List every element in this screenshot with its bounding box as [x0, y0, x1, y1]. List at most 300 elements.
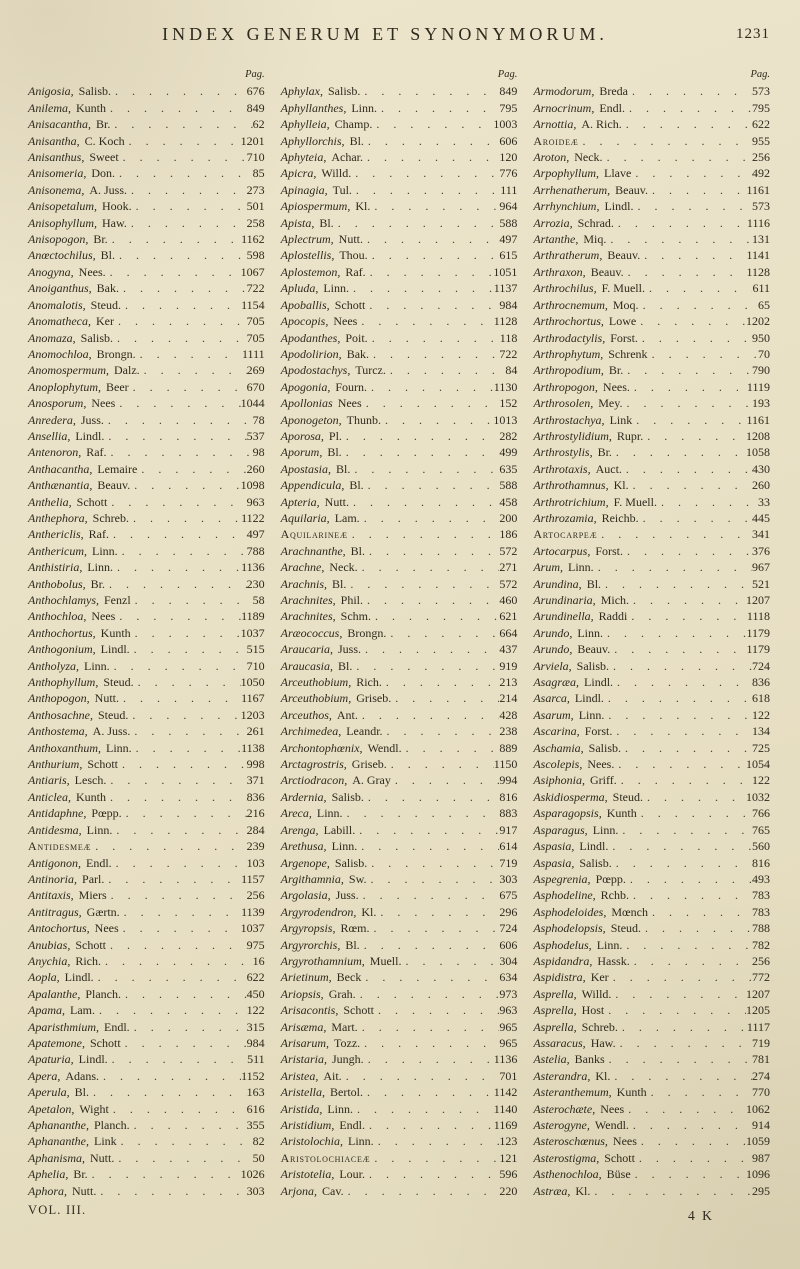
- page-ref: 963: [246, 494, 265, 509]
- page-ref: 816: [499, 789, 518, 804]
- index-entry: [281, 395, 518, 411]
- page-ref: 889: [499, 740, 518, 755]
- dot-leader: [635, 1150, 752, 1166]
- dot-leader: [597, 526, 752, 542]
- page-ref: 216: [246, 806, 265, 821]
- author-abbrev: Beck: [336, 970, 362, 985]
- author-abbrev: Kl.: [595, 1068, 611, 1083]
- author-abbrev: Pœpp.: [91, 806, 122, 821]
- author-abbrev: Salisb.: [576, 658, 610, 673]
- author-abbrev: Lemaire: [97, 461, 138, 476]
- dot-leader: [645, 280, 752, 296]
- dot-leader: [376, 904, 499, 920]
- author-abbrev: Mart.: [331, 1019, 358, 1034]
- page-ref: 120: [499, 150, 518, 165]
- genus-name: Astelia,: [533, 1052, 570, 1067]
- index-entry: [28, 641, 265, 657]
- author-abbrev: Link: [609, 412, 633, 427]
- index-entry: [533, 1051, 770, 1067]
- page-ref: 1098: [240, 478, 265, 493]
- genus-name: Anisopetalum,: [28, 199, 97, 214]
- dot-leader: [604, 1002, 746, 1018]
- index-entry: [281, 182, 518, 198]
- genus-name: Argyropsis,: [280, 921, 336, 936]
- index-entry: [28, 969, 265, 985]
- genus-name: Anœctochilus,: [28, 248, 96, 263]
- page-ref: 772: [752, 970, 771, 985]
- dot-leader: [359, 887, 500, 903]
- genus-name: Anthophyllum,: [28, 675, 99, 690]
- index-entry: [533, 395, 770, 411]
- index-entry: [533, 707, 770, 723]
- author-abbrev: Salisb.: [579, 855, 612, 870]
- page-ref: 1154: [241, 297, 265, 312]
- page-ref: 770: [752, 1085, 771, 1100]
- page-ref: 664: [499, 625, 518, 640]
- page-ref: 256: [246, 888, 265, 903]
- dot-leader: [374, 1002, 499, 1018]
- index-entry: [28, 510, 265, 526]
- author-abbrev: Linn.: [568, 560, 594, 575]
- genus-name: Anilema,: [28, 100, 71, 115]
- author-abbrev: Bl.: [586, 576, 602, 591]
- index-entry: [281, 986, 518, 1002]
- author-abbrev: Schm.: [340, 609, 372, 624]
- index-entry: [28, 182, 265, 198]
- dot-leader: [370, 1150, 499, 1166]
- index-column-1: [28, 67, 265, 1199]
- dot-leader: [121, 1035, 247, 1051]
- page-ref: 1117: [746, 1019, 771, 1034]
- genus-name: Aphananthe,: [28, 1118, 89, 1132]
- author-abbrev: Gærtn.: [86, 904, 120, 919]
- dot-leader: [368, 330, 500, 346]
- author-abbrev: Br.: [90, 576, 106, 591]
- dot-leader: [639, 510, 752, 526]
- page-ref: 1119: [746, 379, 771, 394]
- index-entry: [28, 215, 265, 231]
- index-entry: [28, 1166, 265, 1182]
- dot-leader: [94, 969, 247, 985]
- author-abbrev: Reichb.: [601, 510, 639, 525]
- index-entry: [281, 887, 518, 903]
- page-ref: 16: [252, 953, 265, 968]
- author-abbrev: Nutt.: [338, 232, 364, 247]
- dot-leader: [366, 871, 499, 887]
- genus-name: Arundo,: [533, 625, 573, 640]
- genus-name: Antitaxis,: [28, 888, 74, 903]
- index-entry: [533, 297, 770, 313]
- page-ref: 967: [752, 560, 771, 575]
- author-abbrev: Bl.: [332, 576, 347, 591]
- dot-leader: [609, 969, 752, 985]
- author-abbrev: Schott: [343, 1003, 375, 1018]
- page-ref: 273: [246, 182, 265, 197]
- dot-leader: [107, 494, 246, 510]
- author-abbrev: Mœnch: [611, 904, 649, 919]
- page-ref: 722: [246, 281, 265, 296]
- index-entry: [281, 559, 518, 575]
- page-ref: 123: [499, 1134, 518, 1149]
- page-ref: 111: [500, 182, 518, 197]
- dot-leader: [342, 428, 499, 444]
- index-entry: [28, 198, 265, 214]
- dot-leader: [365, 1117, 494, 1133]
- page-ref: 816: [752, 855, 771, 870]
- dot-leader: [136, 346, 242, 362]
- index-entry: [281, 937, 518, 953]
- page-ref: 724: [499, 921, 518, 936]
- author-abbrev: Bl.: [345, 937, 360, 952]
- index-entry: [533, 149, 770, 165]
- genus-name: Aphanisma,: [28, 1150, 85, 1165]
- page-ref: 724: [752, 658, 771, 673]
- author-abbrev: Lindl.: [574, 691, 604, 706]
- author-abbrev: Juss.: [335, 888, 359, 903]
- genus-name: Arctagrostris,: [280, 757, 347, 772]
- genus-name: Arthrostylis,: [533, 445, 593, 460]
- page-ref: 295: [752, 1183, 771, 1198]
- index-entry: [281, 1101, 518, 1117]
- page-ref: 1201: [240, 133, 265, 148]
- page-ref: 776: [499, 166, 518, 181]
- dot-leader: [387, 756, 494, 772]
- index-entry: [281, 1117, 518, 1133]
- genus-name: Aplectrum,: [280, 232, 334, 247]
- genus-name: Asphodeline,: [533, 888, 596, 903]
- dot-leader: [367, 379, 494, 395]
- genus-name: Antigonon,: [28, 855, 81, 870]
- index-entry: [533, 198, 770, 214]
- author-abbrev: Tozz.: [334, 1035, 361, 1050]
- author-abbrev: Lam.: [70, 1003, 95, 1018]
- genus-name: Anomochloa,: [28, 346, 92, 361]
- index-entry: [281, 83, 518, 99]
- page-ref: 220: [499, 1183, 518, 1198]
- dot-leader: [114, 1150, 252, 1166]
- page-ref: 238: [499, 724, 518, 739]
- author-abbrev: Salisb.: [78, 84, 112, 99]
- index-entry: [281, 165, 518, 181]
- author-abbrev: Brongn.: [96, 346, 136, 361]
- dot-leader: [363, 231, 499, 247]
- index-entry: [281, 658, 518, 674]
- author-abbrev: Linn.: [323, 281, 350, 296]
- dot-leader: [99, 1068, 241, 1084]
- author-abbrev: Schott: [76, 494, 108, 509]
- page-ref: 1062: [746, 1101, 771, 1116]
- page-ref: 618: [752, 691, 771, 706]
- index-entry: [28, 494, 265, 510]
- genus-name: Anomaza,: [28, 330, 76, 345]
- genus-name: Apetalon,: [28, 1101, 75, 1116]
- page-ref: 186: [499, 527, 518, 542]
- index-entry: [28, 690, 265, 706]
- dot-leader: [402, 740, 500, 756]
- author-abbrev: Nees: [91, 396, 116, 411]
- pag-header-row: [281, 67, 518, 83]
- genus-name: Anthænantia,: [28, 478, 93, 493]
- index-entry: [533, 1068, 770, 1084]
- author-abbrev: Nees: [333, 314, 358, 329]
- page-ref: 1044: [240, 396, 265, 411]
- author-abbrev: Nees: [337, 396, 362, 411]
- index-entry: [281, 543, 518, 559]
- index-entry: [28, 362, 265, 378]
- genus-name: Antiaris,: [28, 773, 70, 788]
- author-abbrev: Moq.: [612, 297, 639, 312]
- dot-leader: [129, 379, 247, 395]
- genus-name: Anomatheca,: [28, 314, 91, 329]
- genus-name: Asteroschœnus,: [533, 1134, 608, 1149]
- page-ref: 271: [499, 560, 518, 575]
- genus-name: Aspasia,: [533, 839, 575, 854]
- author-abbrev: Lindl.: [75, 428, 105, 443]
- author-abbrev: Kunth: [75, 789, 106, 804]
- genus-name: Asarum,: [533, 707, 574, 722]
- dot-leader: [628, 83, 752, 99]
- page-ref: 304: [499, 953, 518, 968]
- genus-name: Aristidium,: [280, 1118, 335, 1132]
- page-ref: 1037: [240, 625, 265, 640]
- page-ref: 998: [246, 757, 265, 772]
- index-entry: [28, 559, 265, 575]
- genus-name: Asarca,: [533, 691, 570, 706]
- pag-label: Pag.: [497, 69, 518, 80]
- author-abbrev: Labill.: [323, 822, 356, 837]
- page-ref: 341: [752, 527, 771, 542]
- dot-leader: [614, 215, 747, 231]
- index-entry: [281, 740, 518, 756]
- page-ref: 163: [246, 1085, 265, 1100]
- author-abbrev: Dalz.: [114, 363, 140, 378]
- author-abbrev: Lindl.: [604, 199, 634, 214]
- genus-name: Asthenochloa,: [533, 1167, 602, 1182]
- index-entry: [533, 116, 770, 132]
- author-abbrev: Br.: [93, 232, 108, 247]
- index-entry: [28, 920, 265, 936]
- genus-name: Aphyllanthes,: [280, 100, 347, 115]
- page-ref: 719: [499, 855, 518, 870]
- genus-name: Asparagopsis,: [533, 806, 602, 821]
- genus-name: Asagræa,: [533, 675, 580, 690]
- pag-header-row: [533, 67, 770, 83]
- author-abbrev: Ant.: [336, 707, 358, 722]
- genus-name: Aphyteia,: [280, 150, 327, 165]
- dot-leader: [610, 1068, 752, 1084]
- index-entry: [533, 313, 770, 329]
- author-abbrev: Schrenk: [608, 346, 648, 361]
- genus-name: Anomospermum,: [28, 363, 109, 378]
- index-entry: [28, 674, 265, 690]
- dot-leader: [115, 247, 247, 263]
- index-entry: [533, 559, 770, 575]
- author-abbrev: Lindl.: [64, 970, 94, 985]
- author-abbrev: Br.: [597, 445, 612, 460]
- page-ref: 152: [499, 396, 518, 411]
- page-ref: 501: [246, 199, 265, 214]
- author-abbrev: Grah.: [328, 986, 356, 1001]
- dot-leader: [364, 789, 499, 805]
- author-abbrev: Neck.: [329, 560, 358, 575]
- index-entry: [281, 231, 518, 247]
- index-entry: [281, 346, 518, 362]
- genus-name: Ansellia,: [28, 428, 71, 443]
- genus-name: Aristotelia,: [280, 1167, 335, 1182]
- index-entry: [281, 920, 518, 936]
- index-entry: [533, 215, 770, 231]
- page-ref: 1059: [746, 1134, 771, 1149]
- family-entry: [533, 133, 770, 149]
- dot-leader: [623, 543, 752, 559]
- signature-mark: 4 K: [688, 1208, 714, 1223]
- dot-leader: [367, 855, 499, 871]
- index-entry: [533, 461, 770, 477]
- author-abbrev: Forst.: [584, 724, 613, 739]
- author-abbrev: Schott: [334, 297, 366, 312]
- dot-leader: [609, 658, 752, 674]
- page-ref: 214: [499, 691, 518, 706]
- author-abbrev: A. Juss.: [92, 724, 131, 739]
- author-abbrev: Link: [94, 1134, 117, 1149]
- dot-leader: [358, 707, 499, 723]
- author-abbrev: Schrad.: [577, 215, 614, 230]
- index-entry: [28, 116, 265, 132]
- family-entry: [281, 1150, 518, 1166]
- genus-name: Arethusa,: [280, 839, 327, 854]
- index-entry: [533, 1084, 770, 1100]
- page-ref: 1137: [493, 281, 518, 296]
- dot-leader: [377, 100, 499, 116]
- author-abbrev: Nutt.: [94, 691, 120, 706]
- dot-leader: [627, 608, 747, 624]
- genus-name: Arietinum,: [280, 970, 332, 985]
- page-ref: 614: [499, 839, 518, 854]
- index-entry: [28, 1150, 265, 1166]
- dot-leader: [95, 1002, 247, 1018]
- author-abbrev: Bl.: [327, 445, 342, 460]
- genus-name: Anoplophytum,: [28, 379, 101, 394]
- dot-leader: [647, 1084, 752, 1100]
- dot-leader: [365, 1166, 499, 1182]
- author-abbrev: F. Muell.: [613, 494, 657, 509]
- page-ref: 1179: [746, 625, 771, 640]
- index-entry: [28, 1133, 265, 1149]
- genus-name: Asterochæte,: [533, 1101, 596, 1116]
- genus-name: Anthericlis,: [28, 527, 84, 542]
- author-abbrev: Rich.: [356, 675, 382, 690]
- author-abbrev: Linn.: [331, 839, 358, 854]
- genus-name: Arctiodracon,: [280, 773, 348, 788]
- dot-leader: [130, 1019, 247, 1035]
- genus-name: Anubias,: [28, 937, 71, 952]
- genus-name: Anisopogon,: [28, 232, 89, 247]
- genus-name: Anthochortus,: [28, 625, 96, 640]
- dot-leader: [118, 756, 247, 772]
- page-ref: 1162: [241, 232, 265, 247]
- page-ref: 1136: [241, 560, 265, 575]
- page-ref: 573: [752, 84, 771, 99]
- genus-name: Arceuthobium,: [280, 691, 352, 706]
- page-ref: 428: [499, 707, 518, 722]
- index-entry: [533, 346, 770, 362]
- author-abbrev: Lindl.: [579, 839, 609, 854]
- author-abbrev: Kl.: [361, 904, 377, 919]
- author-abbrev: Salisb.: [80, 330, 114, 345]
- dot-leader: [134, 674, 241, 690]
- author-abbrev: Kunth: [100, 625, 131, 640]
- index-entry: [533, 494, 770, 510]
- page-ref: 1179: [746, 642, 771, 657]
- page-ref: 445: [752, 510, 771, 525]
- page-ref: 296: [499, 904, 518, 919]
- genus-name: Arthrotrichium,: [533, 494, 609, 509]
- author-abbrev: Pl.: [328, 428, 342, 443]
- author-abbrev: Wendl.: [594, 1118, 629, 1132]
- index-entry: [28, 822, 265, 838]
- dot-leader: [344, 1183, 500, 1199]
- dot-leader: [629, 1117, 752, 1133]
- index-entry: [281, 838, 518, 854]
- dot-leader: [106, 100, 247, 116]
- author-abbrev: Endl.: [86, 855, 112, 870]
- author-abbrev: Linn.: [596, 937, 623, 952]
- page-ref: 1037: [240, 921, 265, 936]
- author-abbrev: Nees: [600, 1101, 625, 1116]
- index-entry: [28, 887, 265, 903]
- dot-leader: [351, 165, 499, 181]
- page-ref: 256: [752, 150, 771, 165]
- genus-name: Aristolochia,: [280, 1134, 344, 1149]
- author-abbrev: Linn.: [327, 1101, 354, 1116]
- dot-leader: [369, 920, 499, 936]
- author-abbrev: Nees.: [78, 264, 106, 279]
- author-abbrev: Nees.: [587, 757, 615, 772]
- author-abbrev: Wight: [79, 1101, 109, 1116]
- author-abbrev: Banks: [574, 1052, 605, 1067]
- genus-name: Aphyllorchis,: [280, 133, 345, 148]
- index-entry: [281, 641, 518, 657]
- author-abbrev: Leandr.: [346, 724, 383, 739]
- page-ref: 1128: [746, 264, 771, 279]
- index-entry: [28, 707, 265, 723]
- page-ref: 1130: [493, 379, 518, 394]
- page-ref: 1142: [493, 1085, 518, 1100]
- page-ref: 1054: [746, 757, 771, 772]
- index-entry: [28, 280, 265, 296]
- page-ref: 622: [246, 970, 265, 985]
- genus-name: Asiphonia,: [533, 773, 586, 788]
- dot-leader: [346, 576, 499, 592]
- author-abbrev: Kl.: [355, 199, 371, 214]
- dot-leader: [401, 953, 499, 969]
- genus-name: Antholyza,: [28, 658, 79, 673]
- genus-name: Artanthe,: [533, 232, 579, 247]
- dot-leader: [604, 690, 752, 706]
- author-abbrev: Steud.: [103, 675, 134, 690]
- page-ref: 719: [752, 1035, 771, 1050]
- index-entry: [281, 412, 518, 428]
- author-abbrev: Bl.: [338, 658, 353, 673]
- author-abbrev: Schott: [87, 757, 119, 772]
- page-ref: 1026: [240, 1167, 265, 1182]
- dot-leader: [115, 165, 253, 181]
- index-entry: [533, 1002, 770, 1018]
- genus-name: Aristella,: [280, 1085, 326, 1100]
- index-entry: [281, 1002, 518, 1018]
- author-abbrev: Linn.: [577, 625, 604, 640]
- genus-name: Asphodeloides,: [533, 904, 607, 919]
